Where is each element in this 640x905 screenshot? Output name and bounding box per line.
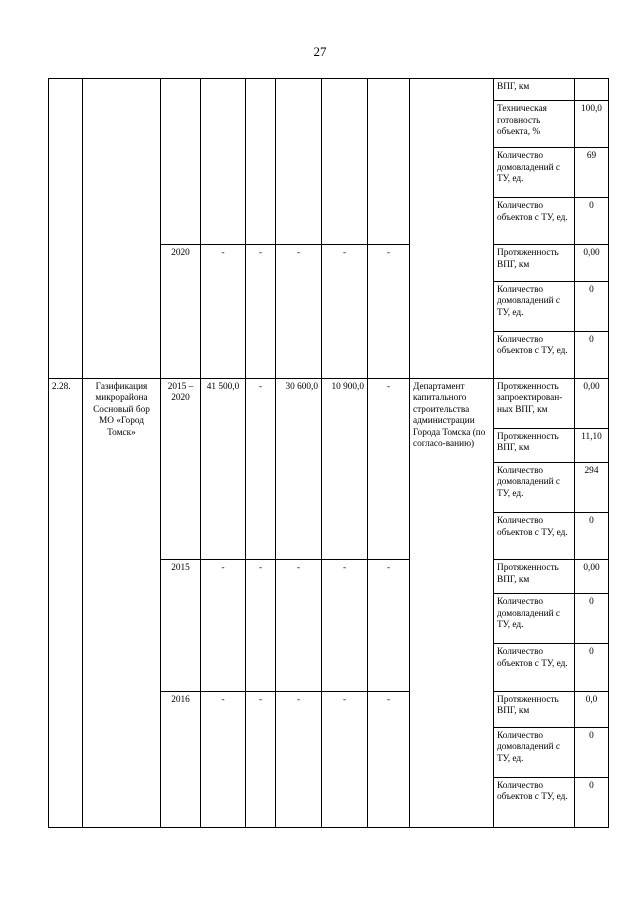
- funding-cell: -: [246, 245, 276, 378]
- funding-cell: -: [201, 691, 246, 827]
- indicator-value: 0: [575, 594, 609, 644]
- indicator-value: 0: [575, 777, 609, 827]
- period-cell: 2020: [161, 245, 201, 378]
- indicator-label: Протяженность ВПГ, км: [494, 245, 575, 281]
- indicator-label: Количество объектов с ТУ, ед.: [494, 513, 575, 560]
- indicator-value: 0,00: [575, 378, 609, 428]
- indicator-label: Количество объектов с ТУ, ед.: [494, 331, 575, 378]
- funding-cell: -: [201, 245, 246, 378]
- indicator-value: 0,00: [575, 245, 609, 281]
- funding-cell: [276, 79, 322, 245]
- indicator-label: Количество объектов с ТУ, ед.: [494, 198, 575, 245]
- period-cell: [161, 79, 201, 245]
- item-name-cell: Газификация микрорайона Сосновый бор МО «Город Томск»: [83, 378, 161, 827]
- indicator-label: Количество объектов с ТУ, ед.: [494, 777, 575, 827]
- funding-cell: -: [368, 378, 410, 559]
- executor-cell: Департамент капитального строительства администрации Города Томска (по согласо-ванию): [410, 378, 494, 827]
- item-number-cell: 2.28.: [49, 378, 83, 827]
- indicator-value: 0,00: [575, 560, 609, 594]
- funding-cell: -: [246, 378, 276, 559]
- indicator-label: Техническая готовность объекта, %: [494, 101, 575, 148]
- funding-cell: 41 500,0: [201, 378, 246, 559]
- funding-cell: -: [368, 245, 410, 378]
- indicator-value: 0: [575, 644, 609, 691]
- indicator-label: Количество домовладений с ТУ, ед.: [494, 148, 575, 198]
- period-cell: 2015 – 2020: [161, 378, 201, 559]
- program-table: [48, 78, 609, 828]
- executor-cell: [410, 79, 494, 379]
- funding-cell: -: [276, 691, 322, 827]
- indicator-value: 100,0: [575, 101, 609, 148]
- indicator-label: Количество объектов с ТУ, ед.: [494, 644, 575, 691]
- indicator-label: ВПГ, км: [494, 79, 575, 101]
- indicator-value: 0: [575, 281, 609, 331]
- indicator-label: Количество домовладений с ТУ, ед.: [494, 594, 575, 644]
- item-name-cell: [83, 79, 161, 379]
- indicator-label: Протяженность ВПГ, км: [494, 691, 575, 727]
- funding-cell: -: [246, 560, 276, 691]
- funding-cell: -: [368, 560, 410, 691]
- funding-cell: -: [322, 245, 368, 378]
- funding-cell: -: [368, 691, 410, 827]
- funding-cell: -: [322, 560, 368, 691]
- indicator-label: Количество домовладений с ТУ, ед.: [494, 727, 575, 777]
- funding-cell: [246, 79, 276, 245]
- indicator-value: 0,0: [575, 691, 609, 727]
- funding-cell: 30 600,0: [276, 378, 322, 559]
- page-number: 27: [313, 44, 327, 59]
- indicator-value: 69: [575, 148, 609, 198]
- funding-cell: [368, 79, 410, 245]
- funding-cell: -: [276, 245, 322, 378]
- indicator-label: Протяженность ВПГ, км: [494, 428, 575, 462]
- funding-cell: -: [276, 560, 322, 691]
- funding-cell: -: [246, 691, 276, 827]
- period-cell: 2015: [161, 560, 201, 691]
- indicator-label: Количество домовладений с ТУ, ед.: [494, 281, 575, 331]
- indicator-label: Протяженность ВПГ, км: [494, 560, 575, 594]
- funding-cell: [201, 79, 246, 245]
- indicator-value: 0: [575, 331, 609, 378]
- indicator-value: 11,10: [575, 428, 609, 462]
- indicator-value: 0: [575, 198, 609, 245]
- funding-cell: -: [322, 691, 368, 827]
- funding-cell: 10 900,0: [322, 378, 368, 559]
- table-row: [49, 79, 609, 101]
- indicator-value: 294: [575, 462, 609, 512]
- funding-cell: -: [201, 560, 246, 691]
- funding-cell: [322, 79, 368, 245]
- indicator-label: Количество домовладений с ТУ, ед.: [494, 462, 575, 512]
- table-row: [49, 378, 609, 428]
- indicator-label: Протяженность запроектирован-ных ВПГ, км: [494, 378, 575, 428]
- period-cell: 2016: [161, 691, 201, 827]
- indicator-value: 0: [575, 727, 609, 777]
- item-number-cell: [49, 79, 83, 379]
- indicator-value: 0: [575, 513, 609, 560]
- indicator-value: [575, 79, 609, 101]
